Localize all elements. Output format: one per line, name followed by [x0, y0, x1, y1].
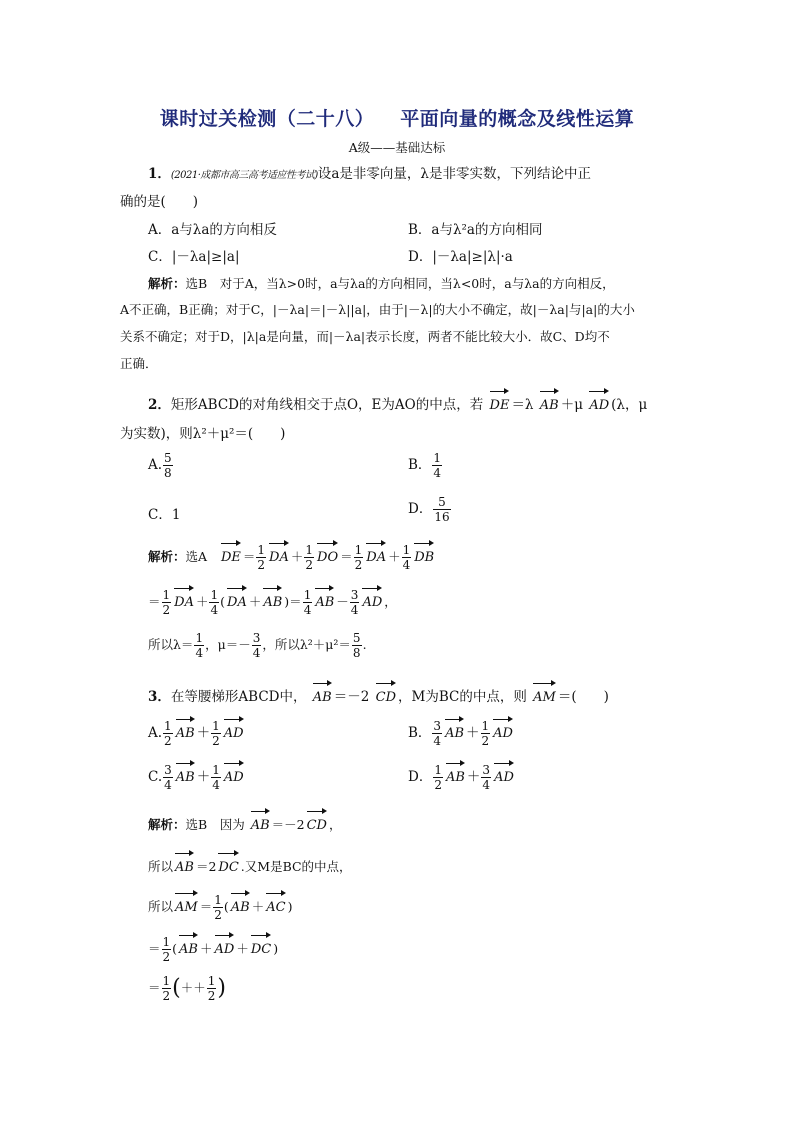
vector-ab: AB: [263, 585, 282, 613]
vector-ab: AB: [446, 760, 465, 788]
vector-ad: AD: [224, 760, 244, 788]
q1-stem-cont: 确的是( ): [120, 194, 199, 210]
vector-da: DA: [174, 585, 194, 613]
vector-dc: DC: [251, 932, 271, 960]
vector-db: DB: [414, 540, 434, 568]
vector-ad: AD: [494, 760, 514, 788]
vector-ab: AB: [176, 716, 195, 744]
q3-solution-line: 解析：选B 因为 AB ＝－2 CD ，: [148, 808, 341, 836]
vector-ab: AB: [445, 716, 464, 744]
q1-option-a: A．a与λa的方向相反: [148, 222, 277, 238]
q2-option-b: B． $\frac{1}{4}$: [408, 451, 442, 480]
vector-ab: AB: [179, 932, 198, 960]
q3-option-b: B． $\frac{3}{4}$ AB ＋ $\frac{1}{2}$ AD: [408, 716, 515, 747]
vector-ac: AC: [266, 890, 285, 918]
q3-stem: 3．在等腰梯形ABCD中， AB ＝－2 CD ，M为BC的中点，则 AM ＝( ): [148, 680, 609, 708]
vector-da: DA: [269, 540, 289, 568]
q1-option-d: D．|－λa|≥|λ|·a: [408, 249, 513, 265]
q2-stem: 2．矩形ABCD的对角线相交于点O，E为AO的中点，若 DE ＝λ AB ＋μ AD (λ，μ: [148, 388, 647, 416]
vector-ad: AD: [589, 388, 609, 416]
vector-ab: AB: [315, 585, 334, 613]
vector-ad: AD: [215, 932, 235, 960]
q1-solution-line: 正确．: [120, 356, 158, 371]
vector-da: DA: [227, 585, 247, 613]
page-title: 课时过关检测（二十八） 平面向量的概念及线性运算: [159, 108, 635, 130]
level-heading: A级——基础达标: [348, 140, 446, 155]
vector-do: DO: [317, 540, 338, 568]
vector-cd: CD: [376, 680, 396, 708]
q3-solution-line: ＝ $\frac{1}{2}$ ( AB ＋ AD ＋ DC ): [148, 932, 278, 963]
q3-solution-line: ＝ $\frac{1}{2}$ (＋＋ $\frac{1}{2}$ ): [148, 974, 226, 1003]
q1-solution-line: 解析：选B 对于A，当λ>0时，a与λa的方向相同，当λ<0时，a与λa的方向相反，: [148, 276, 615, 291]
vector-ab: AB: [175, 850, 194, 878]
q1-solution-line: A不正确，B正确；对于C，|－λa|＝|－λ||a|，由于|－λ|的大小不确定，故|－λa|与|a|的大小: [120, 302, 635, 317]
vector-ad: AD: [362, 585, 382, 613]
vector-de: DE: [221, 540, 241, 568]
vector-am: AM: [175, 890, 198, 918]
q3-option-d: D． $\frac{1}{2}$ AB ＋ $\frac{3}{4}$ AD: [408, 760, 516, 791]
q1-option-b: B．a与λ²a的方向相同: [408, 222, 543, 238]
vector-dc: DC: [218, 850, 238, 878]
vector-ab: AB: [251, 808, 270, 836]
vector-de: DE: [490, 388, 510, 416]
q1-solution-line: 关系不确定；对于D，|λ|a是向量，而|－λa|表示长度，两者不能比较大小．故C、D均不: [120, 329, 610, 344]
q3-option-c: C. $\frac{3}{4}$ AB ＋ $\frac{1}{4}$ AD: [148, 760, 246, 791]
q2-option-d: D． $\frac{5}{16}$: [408, 495, 450, 524]
vector-cd: CD: [307, 808, 327, 836]
vector-da: DA: [366, 540, 386, 568]
vector-ab: AB: [540, 388, 559, 416]
q1-stem: 1．(2021·成都市高三高考适应性考试)设a是非零向量，λ是非零实数，下列结论中正: [148, 166, 591, 182]
q2-solution-line: 解析：选A DE ＝ $\frac{1}{2}$ DA ＋ $\frac{1}{2}$ DO ＝ $\frac{1}{2}$ DA ＋ $\frac{1}{4}$ DB: [148, 540, 436, 571]
q2-stem-cont: 为实数)，则λ²＋μ²＝( ): [120, 426, 286, 442]
q2-option-a: A. $\frac{5}{8}$: [148, 451, 172, 480]
vector-ab: AB: [176, 760, 195, 788]
vector-ad: AD: [493, 716, 513, 744]
q3-option-a: A. $\frac{1}{2}$ AB ＋ $\frac{1}{2}$ AD: [148, 716, 246, 747]
q2-solution-line: ＝ $\frac{1}{2}$ DA ＋ $\frac{1}{4}$ ( DA ＋ AB )＝ $\frac{1}{4}$ AB － $\frac{3}{4}$ AD ，: [148, 585, 397, 616]
vector-ab: AB: [313, 680, 332, 708]
q3-solution-line: 所以 AM ＝ $\frac{1}{2}$ ( AB ＋ AC ): [148, 890, 292, 921]
q3-solution-line: 所以 AB ＝2 DC .又M是BC的中点，: [148, 850, 352, 878]
q2-option-c: C．1: [148, 507, 181, 523]
vector-am: AM: [533, 680, 556, 708]
q2-solution-line: 所以λ＝ $\frac{1}{4}$ ，μ＝－ $\frac{3}{4}$ ，所以λ²＋μ²＝ $\frac{5}{8}$ .: [148, 631, 367, 660]
vector-ad: AD: [224, 716, 244, 744]
vector-ab: AB: [231, 890, 250, 918]
q1-option-c: C．|－λa|≥|a|: [148, 249, 240, 265]
